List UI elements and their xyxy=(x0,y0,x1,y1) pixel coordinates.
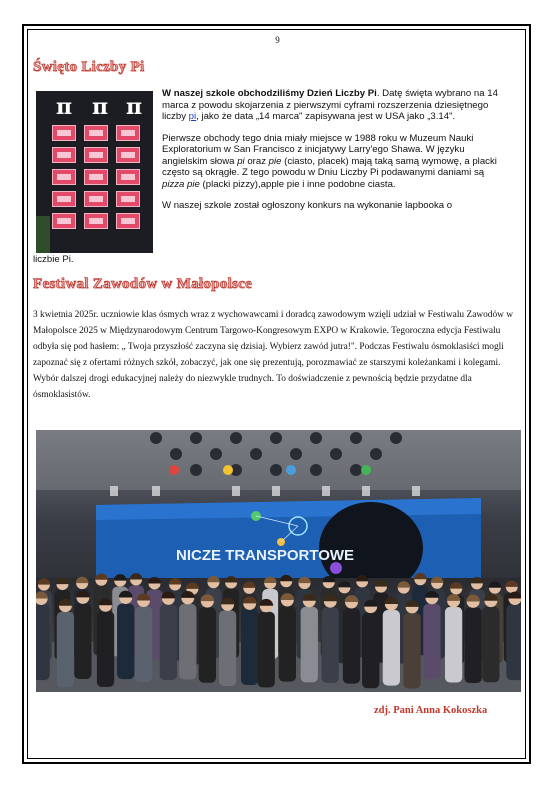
pi-symbol-left: π xyxy=(55,94,73,120)
photo-credit: zdj. Pani Anna Kokoszka xyxy=(374,705,488,716)
pi-link[interactable]: pi xyxy=(188,111,197,122)
page-number: 9 xyxy=(275,35,280,45)
pi-paragraph-1: W naszej szkole obchodziliśmy Dzień Liczby Pi. Datę święta wybrano na 14 marca z powodu skojarzenia z pierwszymi cyframi rozszerzenia dziesiętnego liczby pi, jako że data „14 marca" zapisywana jest w USA jako „3.14". xyxy=(162,88,498,122)
pi-paragraph-2: Pierwsze obchody tego dnia miały miejsce w 1988 roku w Muzeum Nauki Exploratorium w San Francisco z inicjatywy Larry'ego Shawa. W języku angielskim słowa pi oraz pie (ciasto, placek) mają taką samą wymowę, a placki często są okrągłe. Z tego powodu w Dniu Liczby Pi podawanymi daniami są pizza pie (placki pizzy),apple pie i inne podobne ciasta. xyxy=(162,132,497,190)
festival-group-photo xyxy=(36,430,521,692)
pi-lapbook-photo xyxy=(36,91,153,253)
pi-symbol-right: π xyxy=(125,94,143,120)
festival-heading: Festiwal Zawodów w Małopolsce xyxy=(33,276,253,292)
festival-text: 3 kwietnia 2025r. uczniowie klas ósmych wraz z wychowawcami i doradcą zawodowym wzięli udział w Festiwalu Zawodów w Małopolsce 2025 w Międzynarodowym Centrum Targowo-Kongresowym EXPO w Krakowie. Tegoroczna edycja Festiwalu odbyła się pod hasłem: „ Twoja przyszłość zaczyna się dzisiaj. Wybierz zawód jutra!". Podczas Festiwalu ósmoklasiści mogli zapoznać się z ofertami różnych szkół, zobaczyć, jak one się prezentują, porozmawiać ze starszymi koleżankami i kolegami. Wybór dalszej drogi edukacyjnej należy do niezwykle trudnych. To doświadczenie z pewnością będzie przydatne dla ósmoklasistów. xyxy=(33,310,514,400)
pi-day-heading: Święto Liczby Pi xyxy=(33,59,145,75)
pi-paragraph-3-end: liczbie Pi. xyxy=(33,254,74,265)
banner-text: NICZE TRANSPORTOWE xyxy=(176,547,355,564)
pi-day-text xyxy=(162,88,504,222)
pi-paragraph-3: W naszej szkole został ogłoszony konkurs na wykonanie lapbooka o xyxy=(162,200,453,211)
pi-symbol-middle: π xyxy=(91,94,109,120)
